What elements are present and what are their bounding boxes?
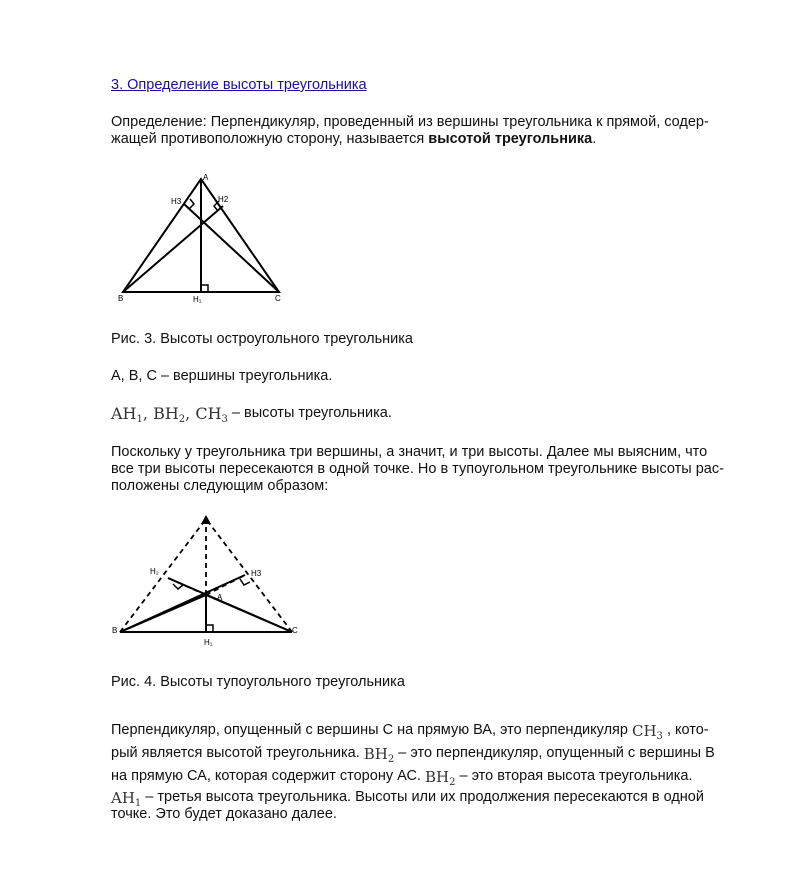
definition-period: .	[592, 131, 597, 147]
formula-sep-1: ,	[142, 404, 154, 423]
formula-bh: BH	[153, 404, 179, 423]
formula-ch: CH	[195, 404, 222, 423]
right-angle-h1	[206, 625, 213, 632]
paragraph3-line-2	[111, 741, 751, 764]
paragraph3-line-5: точке. Это будет доказано далее.	[111, 806, 337, 822]
label-c: C	[292, 626, 298, 635]
formula-bh2-base-2: BH	[424, 768, 450, 786]
label-c: C	[275, 294, 281, 303]
definition-paragraph	[111, 114, 741, 148]
label-a: A	[217, 593, 223, 602]
extension-ca	[206, 519, 292, 632]
formula-ch3-sub: 3	[656, 731, 663, 742]
paragraph3-text-2a: рый является высотой треугольника.	[111, 745, 364, 761]
obtuse-triangle-figure	[110, 510, 310, 650]
section-title-link[interactable]: 3. Определение высоты треугольника	[111, 77, 367, 93]
definition-line-2	[111, 131, 741, 148]
label-b: B	[118, 294, 124, 303]
formula-bh2-base: BH	[363, 745, 388, 763]
figure-caption-3: Рис. 3. Высоты остроугольного треугольника	[111, 331, 414, 347]
paragraph3-text-1b: , кото-	[662, 722, 709, 738]
formula-ah1-base: AH	[111, 789, 135, 807]
label-a: A	[203, 173, 209, 182]
extension-ba	[120, 519, 206, 632]
altitudes-text: – высоты треугольника.	[227, 405, 392, 421]
formula-sub-1: 1	[136, 414, 143, 425]
altitudes-formula	[111, 405, 228, 428]
altitudes-line	[111, 405, 741, 428]
paragraph3-text-4: – третья высота треугольника. Высоты или их продолжения пересекаются в одной	[141, 789, 704, 805]
paragraph2-line-2: все три высоты пересекаются в одной точке. Но в тупоугольном треугольнике высоты рас-	[111, 461, 724, 477]
label-h1: H₁	[204, 638, 213, 647]
formula-ah1-sub: 1	[134, 798, 142, 809]
paragraph3-text-3a: на прямую СА, которая содержит сторону АС.	[111, 768, 425, 784]
label-h2: H₂	[150, 567, 159, 576]
paragraph2-line-3: положены следующим образом:	[111, 478, 329, 494]
definition-text: жащей противоположную сторону, называется	[111, 131, 429, 147]
formula-bh2-sub: 2	[387, 754, 395, 765]
altitude-ch3	[184, 204, 279, 292]
formula-sub-2: 2	[178, 414, 186, 425]
label-h3: H3	[171, 197, 182, 206]
label-h1: H₁	[193, 295, 202, 304]
paragraph3-line-3	[111, 764, 751, 788]
definition-line-1: Определение: Перпендикуляр, проведенный из вершины треугольника к прямой, содер-	[111, 114, 709, 130]
acute-triangle-figure	[110, 168, 310, 308]
paragraph3-text-2b: – это перпендикуляр, опущенный с вершины В	[394, 745, 715, 761]
paragraph3-line-1	[111, 718, 751, 741]
figure-caption-4: Рис. 4. Высоты тупоугольного треугольника	[111, 674, 405, 690]
formula-sep-2: ,	[185, 404, 196, 423]
formula-sub-3: 3	[221, 414, 228, 425]
right-angle-h3	[189, 199, 194, 209]
arrow-head	[201, 515, 211, 524]
definition-term: высотой треугольника	[428, 131, 593, 147]
label-h3: H3	[251, 569, 262, 578]
right-angle-h3	[240, 579, 250, 585]
formula-ch3-base: CH	[631, 722, 657, 740]
paragraph3-text-1a: Перпендикуляр, опущенный с вершины С на прямую ВА, это перпендикуляр	[111, 722, 632, 738]
formula-bh2-sub-2: 2	[449, 777, 456, 788]
paragraph3-text-3b: – это вторая высота треугольника.	[455, 768, 693, 784]
paragraph2-line-1: Поскольку у треугольника три вершины, а значит, и три высоты. Далее мы выясним, что	[111, 444, 708, 460]
formula-ah: AH	[111, 404, 137, 423]
label-b: B	[112, 626, 118, 635]
paragraph-obtuse-altitudes	[111, 718, 751, 823]
paragraph3-line-4	[111, 788, 751, 809]
paragraph-obtuse-intro	[111, 444, 741, 495]
vertices-text: А, В, С – вершины треугольника.	[111, 368, 333, 384]
label-h2: H2	[218, 195, 229, 204]
right-angle-h1	[201, 285, 208, 292]
extension-bh2	[206, 575, 245, 595]
